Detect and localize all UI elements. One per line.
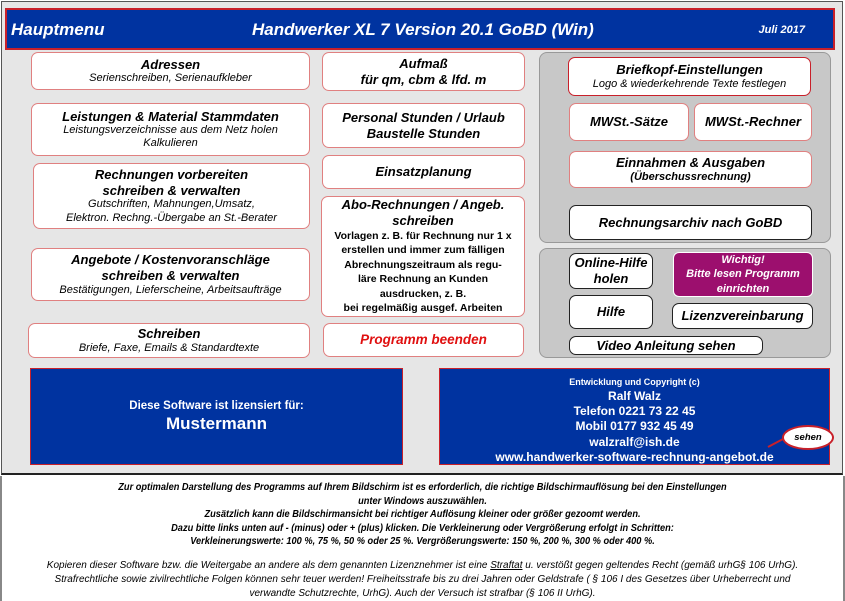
note-line: Dazu bitte links unten auf - (minus) oder + (plus) klicken. Die Verkleinerung oder Vergrößerung erfolgt in Schritten: xyxy=(171,521,674,534)
legal-text: u. verstößt gegen geltendes Recht (gemäß urhG§ 106 UrhG). xyxy=(522,560,799,571)
button-subtitle: Bestätigungen, Lieferscheine, Arbeitsaufträge xyxy=(59,283,282,296)
einnahmen-ausgaben-button[interactable] xyxy=(569,151,812,188)
legal-line: Strafrechtliche sowie zivilrechtliche Folgen können sehr teuer werden! Freiheitsstrafe bis zu drei Jahren oder Geldstrafe ( § 106 I des Gesetzes über Urheberrecht und xyxy=(54,574,791,585)
license-label: Diese Software ist lizensiert für: xyxy=(129,399,304,412)
button-title: Personal Stunden / Urlaub xyxy=(342,109,505,125)
programm-beenden-button[interactable] xyxy=(323,323,524,357)
sehen-callout-button[interactable]: sehen xyxy=(782,425,834,450)
button-description: läre Rechnung an Kunden xyxy=(357,273,489,286)
leistungen-material-button[interactable] xyxy=(31,103,310,156)
abo-rechnungen-button[interactable] xyxy=(321,196,525,317)
button-title: schreiben xyxy=(392,213,454,229)
hilfe-button[interactable] xyxy=(569,295,653,329)
title-bar xyxy=(5,8,835,50)
button-description: erstellen und immer zum fälligen xyxy=(341,244,505,257)
button-subtitle: Leistungsverzeichnisse aus dem Netz holen xyxy=(63,124,278,137)
button-title: Online-Hilfe xyxy=(574,255,648,271)
note-line: Verkleinerungswerte: 100 %, 75 %, 50 % oder 25 %. Vergrößerungswerte: 150 %, 200 %, 300 % oder 400 %. xyxy=(190,535,655,547)
button-title: Bitte lesen Programm xyxy=(686,268,800,281)
button-title: Adressen xyxy=(140,56,201,72)
button-title: Video Anleitung sehen xyxy=(596,337,736,353)
button-title: schreiben & verwalten xyxy=(101,267,240,283)
copyright-box xyxy=(439,368,830,465)
wichtig-programm-einrichten-button[interactable] xyxy=(673,252,813,297)
lizenzvereinbarung-button[interactable] xyxy=(672,303,813,329)
mobile: Mobil 0177 932 45 49 xyxy=(575,419,694,434)
button-title: holen xyxy=(593,271,629,286)
legal-text: Kopieren dieser Software bzw. die Weitergabe an andere als dem genannten Lizenznehmer ist eine xyxy=(46,560,491,571)
button-description: Abrechnungszeitraum als regu- xyxy=(344,258,502,271)
mwst-rechner-button[interactable] xyxy=(694,103,812,141)
button-title: Aufmaß xyxy=(399,55,448,71)
legal-emphasis: Straftat xyxy=(490,560,523,571)
button-title: Einsatzplanung xyxy=(375,164,472,180)
button-title: Angebote / Kostenvoranschläge xyxy=(71,252,270,268)
button-subtitle: Elektron. Rechng.-Übergabe an St.-Berater xyxy=(66,211,277,224)
schreiben-button[interactable] xyxy=(28,323,310,358)
adressen-button[interactable] xyxy=(31,52,310,90)
button-title: Briefkopf-Einstellungen xyxy=(616,62,763,78)
licensee-name: Mustermann xyxy=(165,413,268,433)
personal-stunden-button[interactable] xyxy=(322,103,525,148)
button-title: einrichten xyxy=(716,282,770,295)
button-title: Rechnungsarchiv nach GoBD xyxy=(598,214,783,230)
briefkopf-button[interactable] xyxy=(568,57,811,96)
button-title: Hilfe xyxy=(596,304,626,320)
button-title: Rechnungen vorbereiten xyxy=(94,167,249,183)
button-title: Einnahmen & Ausgaben xyxy=(615,155,766,171)
mwst-saetze-button[interactable] xyxy=(569,103,689,141)
button-title: MWSt.-Sätze xyxy=(590,114,668,130)
button-subtitle: Gutschriften, Mahnungen,Umsatz, xyxy=(88,198,255,211)
button-subtitle: Logo & wiederkehrende Texte festlegen xyxy=(592,77,787,90)
angebote-button[interactable] xyxy=(31,248,310,301)
website-link[interactable]: www.handwerker-software-rechnung-angebot.de xyxy=(495,449,774,464)
button-subtitle: Kalkulieren xyxy=(143,137,198,150)
aufmass-button[interactable] xyxy=(322,52,525,91)
menu-label: Hauptmenu xyxy=(11,20,105,39)
legal-line xyxy=(0,559,845,573)
note-line: unter Windows auszuwählen. xyxy=(358,494,487,507)
version-date: Juli 2017 xyxy=(758,24,805,36)
phone: Telefon 0221 73 22 45 xyxy=(573,404,696,419)
email-link[interactable]: walzralf@ish.de xyxy=(589,434,680,449)
button-title: Schreiben xyxy=(137,326,201,342)
button-title: schreiben & verwalten xyxy=(102,182,241,198)
online-hilfe-button[interactable] xyxy=(569,253,653,289)
legal-line: verwandte Schutzrechte, UrhG). Auch der Versuch ist strafbar (§ 106 II UrhG). xyxy=(249,588,596,599)
rechnungsarchiv-button[interactable] xyxy=(569,205,812,240)
button-subtitle: Briefe, Faxe, Emails & Standardtexte xyxy=(78,341,260,354)
button-title: für qm, cbm & lfd. m xyxy=(360,71,487,87)
button-title: Programm beenden xyxy=(360,331,487,347)
button-subtitle: (Überschussrechnung) xyxy=(630,170,751,183)
note-line: Zur optimalen Darstellung des Programms auf Ihrem Bildschirm ist es erforderlich, die richtige Bildschirmauflösung bei den Einstellungen xyxy=(118,481,727,493)
display-notes xyxy=(0,481,845,549)
license-box xyxy=(30,368,403,465)
button-title: Baustelle Stunden xyxy=(366,125,481,141)
button-title: Wichtig! xyxy=(721,254,765,267)
note-line: Zusätzlich kann die Bildschirmansicht bei richtiger Auflösung kleiner oder größer gezoomt werden. xyxy=(204,508,641,520)
legal-notice xyxy=(0,559,845,601)
developer-name: Ralf Walz xyxy=(608,389,661,403)
video-anleitung-button[interactable] xyxy=(569,336,763,355)
copyright-label: Entwicklung und Copyright (c) xyxy=(569,377,700,387)
button-subtitle: Serienschreiben, Serienaufkleber xyxy=(89,72,252,85)
button-title: Abo-Rechnungen / Angeb. xyxy=(341,197,505,213)
button-title: MWSt.-Rechner xyxy=(704,114,802,130)
button-title: Lizenzvereinbarung xyxy=(681,308,804,324)
rechnungen-button[interactable] xyxy=(33,163,310,229)
button-description: bei regelmäßig ausgef. Arbeiten xyxy=(343,302,503,315)
button-title: Leistungen & Material Stammdaten xyxy=(62,108,279,124)
app-title: Handwerker XL 7 Version 20.1 GoBD (Win) xyxy=(252,20,594,39)
einsatzplanung-button[interactable] xyxy=(322,155,525,189)
button-description: Vorlagen z. B. für Rechnung nur 1 x xyxy=(334,229,512,242)
button-description: ausdrucken, z. B. xyxy=(379,287,467,300)
